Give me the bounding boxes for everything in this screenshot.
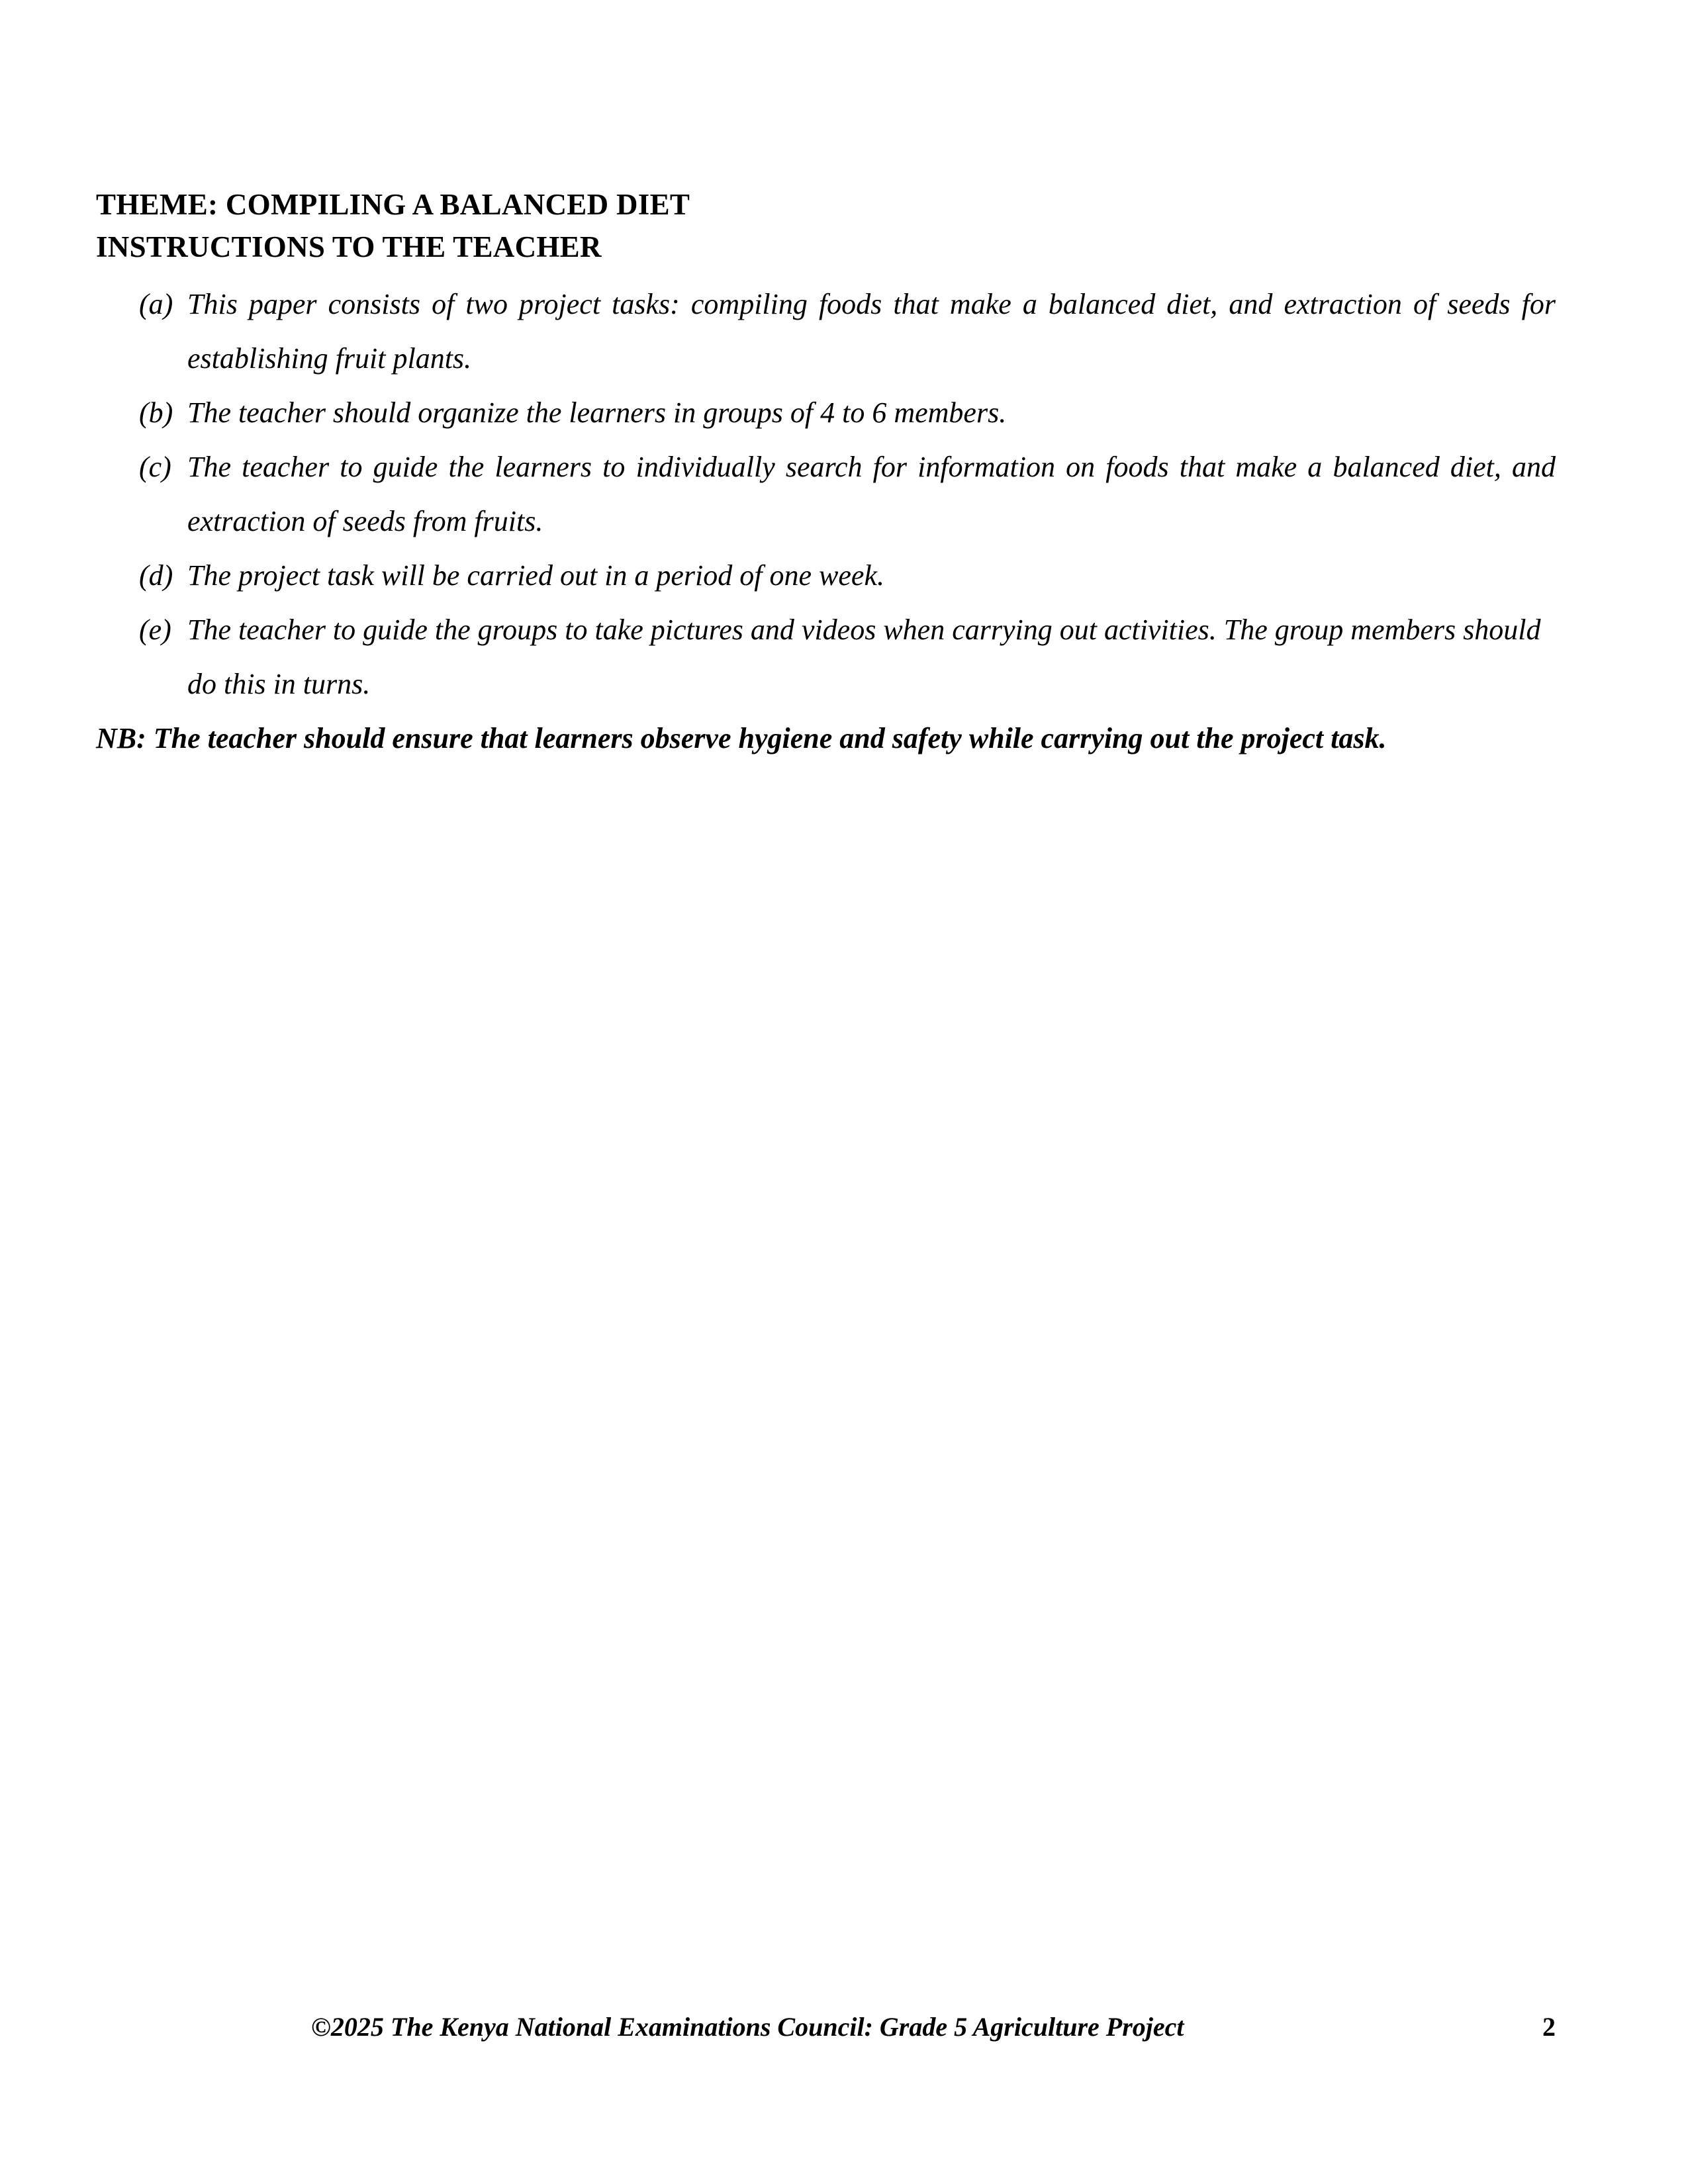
list-item-marker: (c) [139, 451, 171, 483]
page-footer [96, 2009, 1556, 2048]
list-item-marker: (a) [139, 288, 173, 320]
page-number: 2 [1542, 2012, 1556, 2042]
list-item-text: The project task will be carried out in a period of one week. [187, 559, 884, 592]
page-content [96, 183, 1556, 766]
list-item-marker: (e) [139, 614, 171, 646]
nb-note: NB: The teacher should ensure that learners observe hygiene and safety while carrying out the project task. [96, 722, 1387, 754]
instructions-heading: INSTRUCTIONS TO THE TEACHER [96, 230, 602, 263]
list-item [96, 277, 1556, 386]
theme-heading: THEME: COMPILING A BALANCED DIET [96, 188, 690, 221]
list-item [96, 549, 1556, 603]
list-item-text: The teacher to guide the groups to take pictures and videos when carrying out activities. The group members should do this in turns. [187, 614, 1541, 700]
list-item-marker: (d) [139, 559, 173, 592]
list-item-marker: (b) [139, 396, 173, 429]
instructions-list [96, 277, 1556, 711]
list-item [96, 440, 1556, 549]
list-item [96, 386, 1556, 440]
list-item-text: This paper consists of two project tasks: compiling foods that make a balanced diet, and extraction of seeds for establishing fruit plants. [187, 288, 1556, 375]
list-item [96, 603, 1556, 711]
list-item-text: The teacher to guide the learners to individually search for information on foods that make a balanced diet, and extraction of seeds from fruits. [187, 451, 1556, 537]
footer-copyright: ©2025 The Kenya National Examinations Council: Grade 5 Agriculture Project [311, 2012, 1184, 2042]
list-item-text: The teacher should organize the learners in groups of 4 to 6 members. [187, 396, 1007, 429]
